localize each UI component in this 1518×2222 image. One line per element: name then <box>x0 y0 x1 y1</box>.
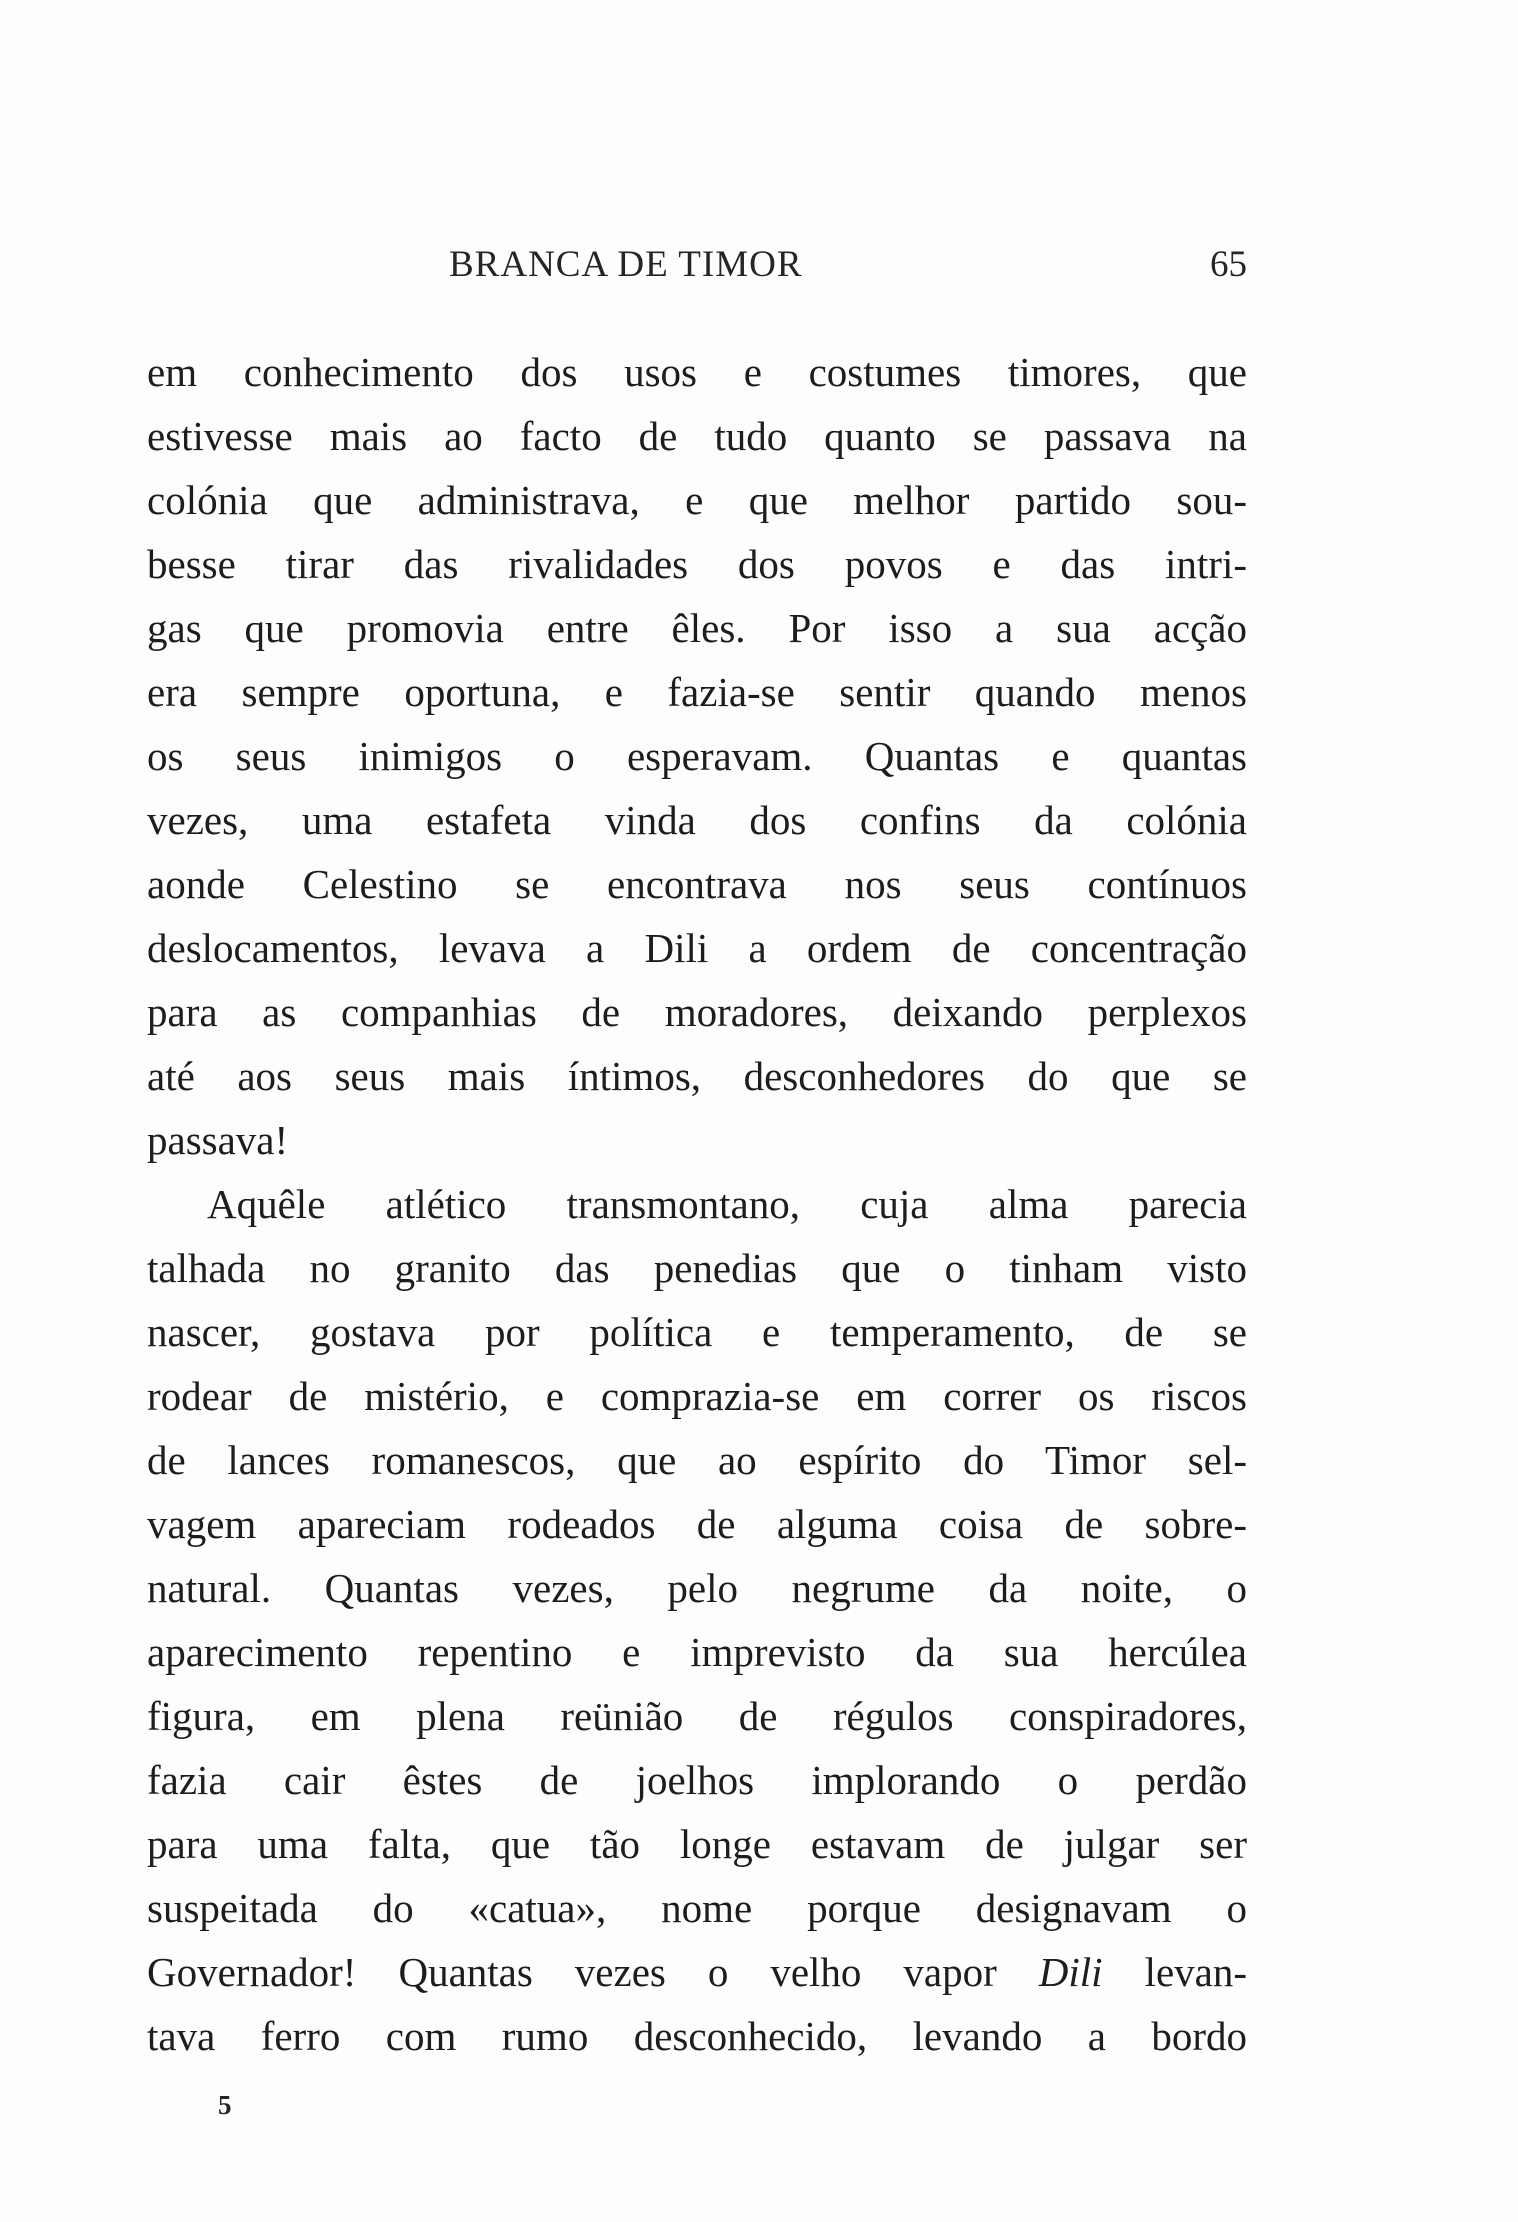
running-head <box>147 243 1247 291</box>
text-line: para uma falta, que tão longe estavam de julgar ser <box>147 1821 1247 1867</box>
text-line: besse tirar das rivalidades dos povos e das intri- <box>147 541 1247 587</box>
italic-ship-name: Dili <box>1038 1949 1103 1995</box>
text-line: em conhecimento dos usos e costumes timores, que <box>147 349 1247 395</box>
text-line: de lances romanescos, que ao espírito do Timor sel- <box>147 1437 1247 1483</box>
text-line: tava ferro com rumo desconhecido, levando a bordo <box>147 2013 1247 2059</box>
text-line: Aquêle atlético transmontano, cuja alma parecia <box>207 1181 1247 1227</box>
text-line: colónia que administrava, e que melhor partido sou- <box>147 477 1247 523</box>
page-number: 65 <box>1210 244 1247 285</box>
text-line: passava! <box>147 1117 289 1163</box>
text-line: aparecimento repentino e imprevisto da sua hercúlea <box>147 1629 1247 1675</box>
text-line: estivesse mais ao facto de tudo quanto se passava na <box>147 413 1247 459</box>
text-line: deslocamentos, levava a Dili a ordem de concentração <box>147 925 1247 971</box>
text-line: vezes, uma estafeta vinda dos confins da colónia <box>147 797 1247 843</box>
text-segment: Governador! Quantas vezes o velho vapor <box>147 1949 997 1995</box>
signature-mark: 5 <box>218 2090 232 2120</box>
text-line: aonde Celestino se encontrava nos seus contínuos <box>147 861 1247 907</box>
text-line: fazia cair êstes de joelhos implorando o perdão <box>147 1757 1247 1803</box>
text-line: era sempre oportuna, e fazia-se sentir quando menos <box>147 669 1247 715</box>
text-line: suspeitada do «catua», nome porque designavam o <box>147 1885 1247 1931</box>
text-line: até aos seus mais íntimos, desconhedores do que se <box>147 1053 1247 1099</box>
text-segment: levan- <box>1144 1949 1247 1995</box>
text-line-with-italic <box>147 1940 1247 2004</box>
text-line: vagem apareciam rodeados de alguma coisa de sobre- <box>147 1501 1247 1547</box>
text-line: gas que promovia entre êles. Por isso a sua acção <box>147 605 1247 651</box>
text-line: natural. Quantas vezes, pelo negrume da noite, o <box>147 1565 1247 1611</box>
body-text <box>147 340 1247 2068</box>
text-line: nascer, gostava por política e temperamento, de se <box>147 1309 1247 1355</box>
text-line: para as companhias de moradores, deixando perplexos <box>147 989 1247 1035</box>
text-line: rodear de mistério, e comprazia-se em correr os riscos <box>147 1373 1247 1419</box>
running-title: BRANCA DE TIMOR <box>449 244 803 285</box>
text-line: figura, em plena reünião de régulos conspiradores, <box>147 1693 1247 1739</box>
text-line: os seus inimigos o esperavam. Quantas e quantas <box>147 733 1247 779</box>
text-line: talhada no granito das penedias que o tinham visto <box>147 1245 1247 1291</box>
